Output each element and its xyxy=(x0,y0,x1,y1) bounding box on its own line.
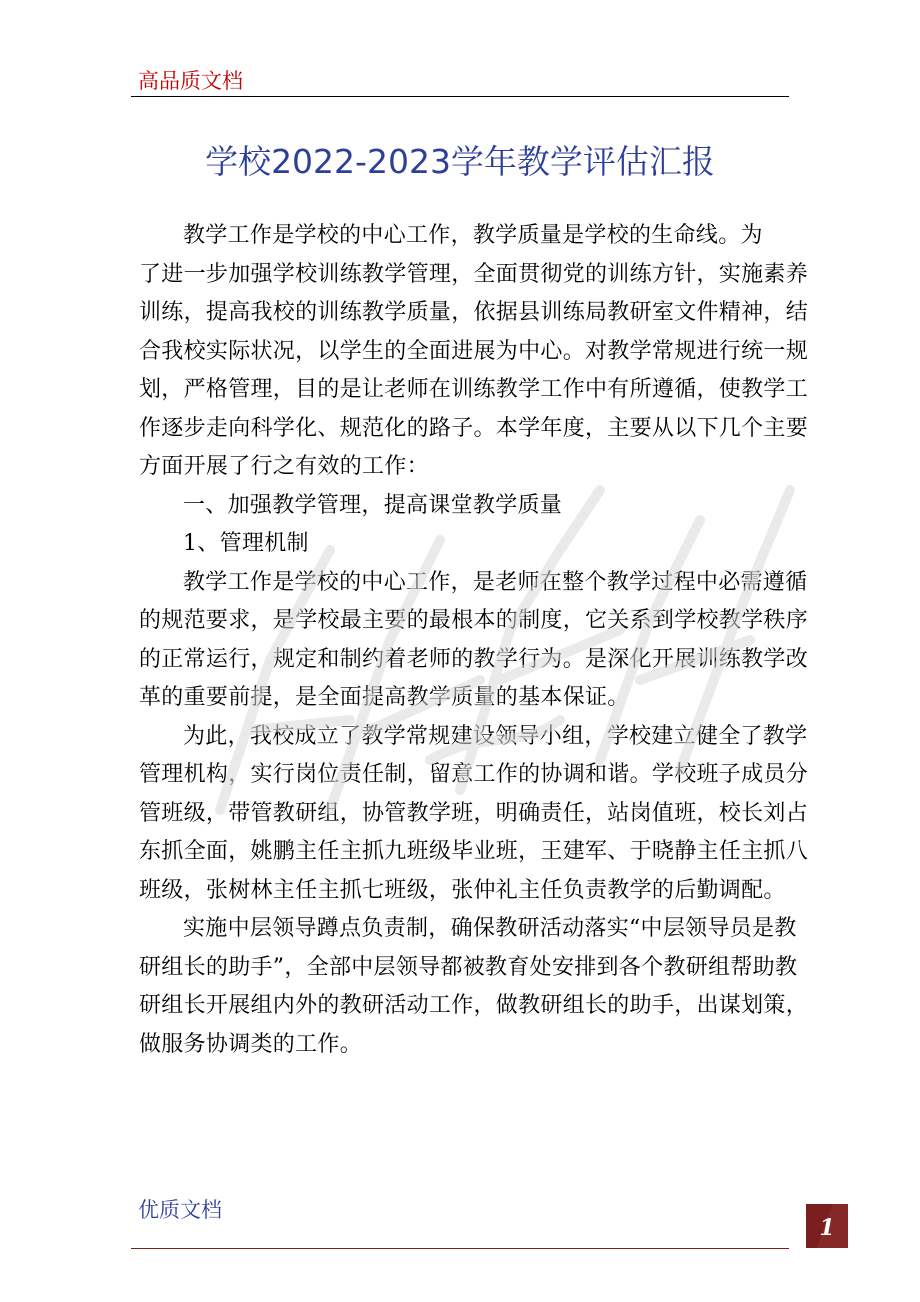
document-body xyxy=(139,217,809,1064)
paragraph-line: 了进一步加强学校训练教学管理，全面贯彻党的训练方针，实施素养 xyxy=(139,261,809,287)
paragraph-line: 作逐步走向科学化、规范化的路子。本学年度，主要从以下几个主要 xyxy=(139,415,809,441)
paragraph-line: 的规范要求，是学校最主要的最根本的制度，它关系到学校教学秩序 xyxy=(139,608,809,633)
paragraph-line: 为此，我校成立了教学常规建设领导小组，学校建立健全了教学 xyxy=(183,723,808,749)
paragraph-line: 研组长开展组内外的教研活动工作，做教研组长的助手，出谋划策， xyxy=(139,993,809,1018)
paragraph-line: 管理机构，实行岗位责任制，留意工作的协调和谐。学校班子成员分 xyxy=(139,762,809,787)
paragraph-line: 训练，提高我校的训练教学质量，依据县训练局教研室文件精神，结 xyxy=(139,300,809,325)
paragraph xyxy=(139,525,789,564)
page-number: 1 xyxy=(819,1215,835,1241)
paragraph-line: 教学工作是学校的中心工作，教学质量是学校的生命线。为 xyxy=(183,223,763,248)
document-title: 学校2022-2023学年教学评估汇报 xyxy=(205,142,715,181)
paragraph-line: 研组长的助手”，全部中层领导都被教育处安排到各个教研组帮助教 xyxy=(139,954,798,980)
paragraph xyxy=(139,910,809,1064)
paragraph xyxy=(139,217,809,487)
paragraph-line: 划，严格管理，目的是让老师在训练教学工作中有所遵循，使教学工 xyxy=(139,377,809,402)
page-number-badge xyxy=(806,1204,848,1248)
paragraph-line: 革的重要前提，是全面提高教学质量的基本保证。 xyxy=(139,685,630,710)
footer-label: 优质文档 xyxy=(138,1198,222,1222)
footer-rule xyxy=(131,1248,789,1249)
paragraph-line: 一、加强教学管理，提高课堂教学质量 xyxy=(183,492,563,518)
header-rule xyxy=(131,96,789,97)
paragraph-line: 做服务协调类的工作。 xyxy=(139,1031,363,1057)
paragraph xyxy=(139,718,809,911)
paragraph xyxy=(139,487,789,526)
paragraph-line: 1、管理机制 xyxy=(183,531,309,556)
paragraph-line: 东抓全面，姚鹏主任主抓九班级毕业班，王建军、于晓静主任主抓八 xyxy=(139,839,809,864)
paragraph-line: 的正常运行，规定和制约着老师的教学行为。是深化开展训练教学改 xyxy=(139,646,809,672)
paragraph-line: 方面开展了行之有效的工作： xyxy=(139,454,429,479)
paragraph-line: 管班级，带管教研组，协管教学班，明确责任，站岗值班，校长刘占 xyxy=(139,800,809,826)
paragraph-line: 教学工作是学校的中心工作，是老师在整个教学过程中必需遵循 xyxy=(183,569,808,595)
paragraph-line: 合我校实际状况，以学生的全面进展为中心。对教学常规进行统一规 xyxy=(139,338,809,364)
paragraph xyxy=(139,564,809,718)
paragraph-line: 实施中层领导蹲点负责制，确保教研活动落实“中层领导员是教 xyxy=(183,916,797,941)
header-label: 高品质文档 xyxy=(138,69,243,93)
paragraph-line: 班级，张树林主任主抓七班级，张仲礼主任负责教学的后勤调配。 xyxy=(139,877,786,903)
